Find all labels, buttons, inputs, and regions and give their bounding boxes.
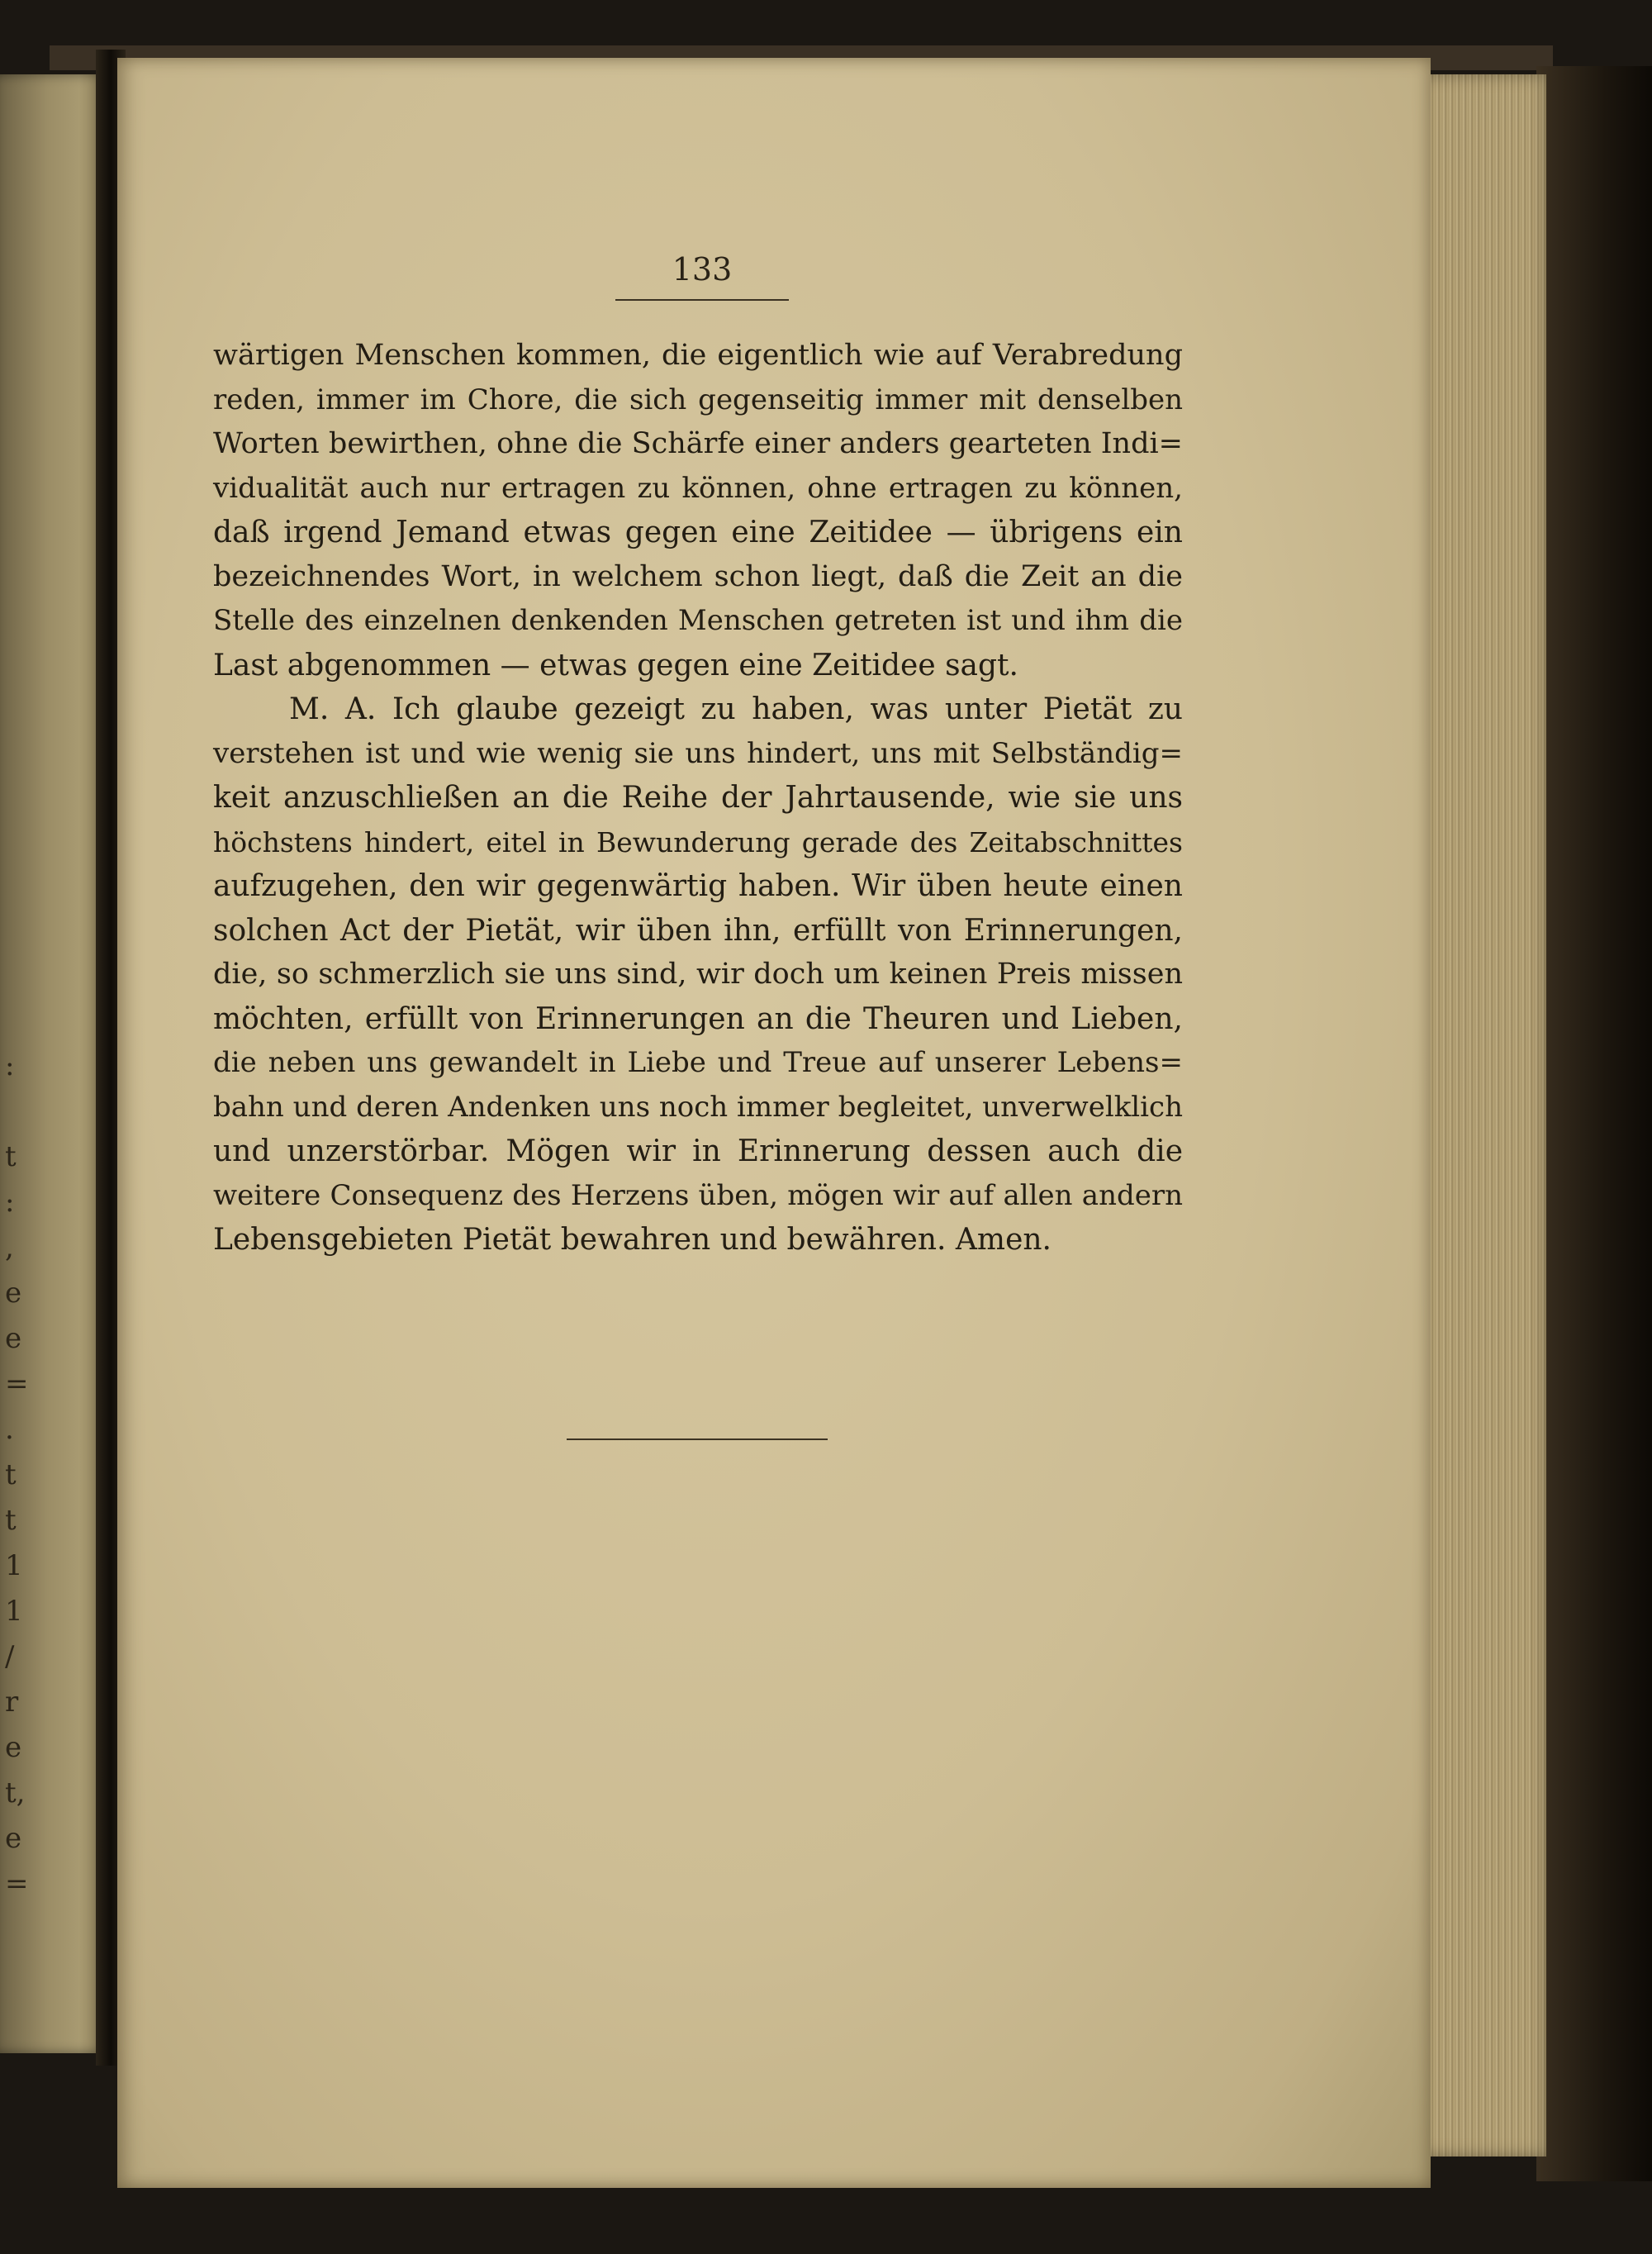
page-number: 133 [672,251,733,288]
text-line: wärtigen Menschen kommen, die eigentlich wie auf Verabredung [213,339,1183,372]
text-line: daß irgend Jemand etwas gegen eine Zeitidee — übrigens ein [213,516,1183,549]
book-cover [1536,66,1652,2181]
text-line: Stelle des einzelnen denkenden Menschen getreten ist und ihm die [213,604,1183,637]
body-text [213,334,1183,1263]
prev-char: = [5,1867,29,1900]
text-line: höchstens hindert, eitel in Bewunderung gerade des Zeitabschnittes [213,825,1183,858]
page-number-rule [615,299,789,301]
prev-char: r [5,1686,19,1719]
text-line: möchten, erfüllt von Erinnerungen an die Theuren und Lieben, [213,1001,1183,1036]
prev-char: , [5,1231,14,1264]
prev-char: e [5,1731,22,1764]
text-line: Worten bewirthen, ohne die Schärfe einer anders gearteten Indi= [213,427,1183,460]
text-line: M. A. Ich glaube gezeigt zu haben, was unter Pietät zu [289,692,1183,726]
prev-char: = [5,1367,29,1400]
prev-char: 1 [5,1595,23,1628]
page-block-edge [1414,74,1546,2157]
prev-char: t [5,1504,17,1537]
text-line: verstehen ist und wie wenig sie uns hindert, uns mit Selbständig= [213,736,1183,770]
text-line: weitere Consequenz des Herzens üben, mögen wir auf allen andern [213,1178,1183,1212]
prev-char: e [5,1822,22,1855]
prev-char: e [5,1277,22,1310]
prev-char: 1 [5,1549,23,1582]
text-line: vidualität auch nur ertragen zu können, ohne ertragen zu können, [213,471,1183,505]
prev-char: t, [5,1776,26,1809]
prev-char: t [5,1458,17,1491]
text-line: reden, immer im Chore, die sich gegenseitig immer mit denselben [213,383,1183,416]
prev-char: / [5,1640,15,1673]
text-line: keit anzuschließen an die Reihe der Jahrtausende, wie sie uns [213,781,1183,815]
prev-char: . [5,1413,14,1446]
text-line: bahn und deren Andenken uns noch immer begleitet, unverwelklich [213,1090,1183,1124]
text-line: aufzugehen, den wir gegenwärtig haben. Wir üben heute einen [213,869,1183,903]
text-line: solchen Act der Pietät, wir üben ihn, erfüllt von Erinnerungen, [213,913,1183,948]
previous-page-fragment [0,74,106,2053]
section-end-rule [567,1438,828,1440]
text-line: Last abgenommen — etwas gegen eine Zeitidee sagt. [213,648,1018,682]
previous-page-letters [0,74,106,2053]
prev-char: : [5,1049,15,1082]
text-line: die neben uns gewandelt in Liebe und Treue auf unserer Lebens= [213,1046,1183,1079]
text-line: Lebensgebieten Pietät bewahren und bewähren. Amen. [213,1223,1051,1257]
prev-char: : [5,1186,15,1219]
text-line: bezeichnendes Wort, in welchem schon liegt, daß die Zeit an die [213,559,1183,593]
text-line: und unzerstörbar. Mögen wir in Erinnerung dessen auch die [213,1134,1183,1168]
prev-char: t [5,1140,17,1173]
text-line: die, so schmerzlich sie uns sind, wir doch um keinen Preis missen [213,958,1183,991]
prev-char: e [5,1322,22,1355]
